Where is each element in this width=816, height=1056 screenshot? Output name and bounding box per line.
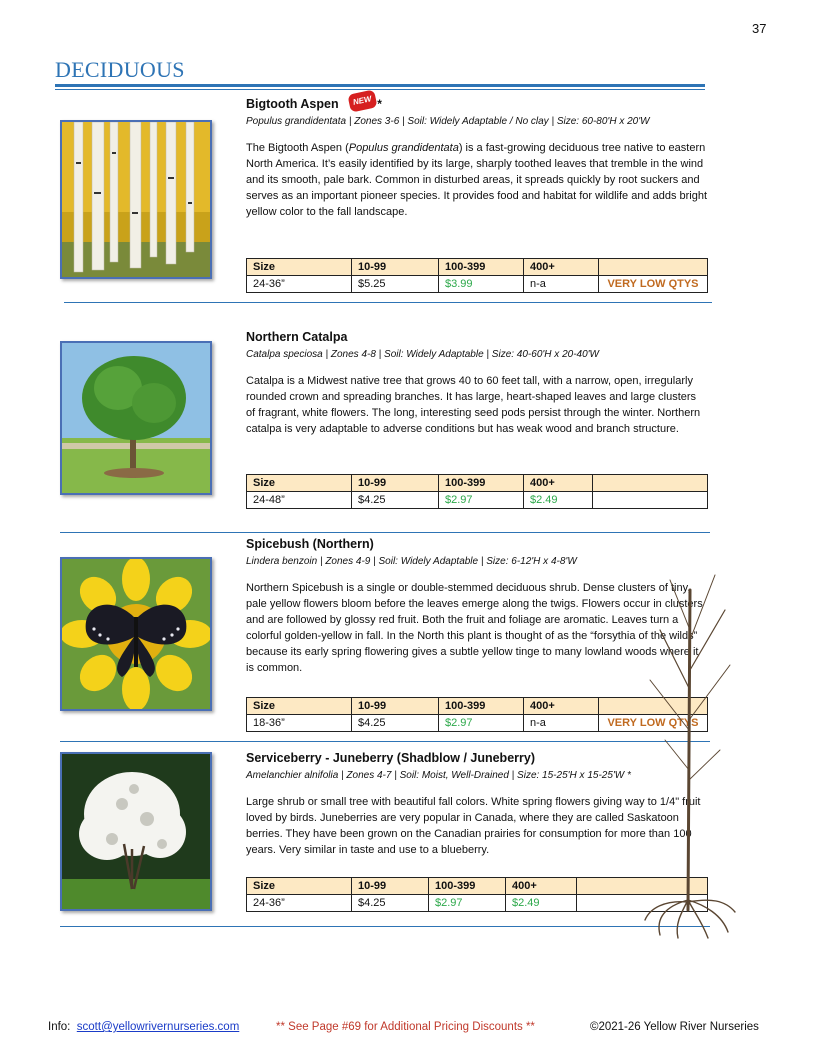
plant-description: Catalpa is a Midwest native tree that grows 40 to 60 feet tall, with a narrow, open, irregularly rounded crown and spreading branches. It has large, heart-shaped leaves and large clusters of fragrant, white flowers. The long, interesting seed pods persist through the winter. Northern catalpa is very adaptable to adverse conditions but has weak wood and branch structure. — [246, 375, 701, 435]
plant-name-text: Bigtooth Aspen — [246, 97, 339, 111]
header-400: 400+ — [524, 259, 599, 276]
price-table — [246, 258, 708, 293]
cell-price-400: n-a — [524, 715, 599, 732]
cell-size: 24-36” — [247, 895, 352, 912]
footer-email-link[interactable]: scott@yellowrivernurseries.com — [76, 1021, 240, 1033]
cell-price-400: $2.49 — [524, 492, 593, 509]
cell-price-100-399: $2.97 — [429, 895, 506, 912]
cell-price-100-399: $2.97 — [439, 715, 524, 732]
plant-description: Large shrub or small tree with beautiful fall colors. White spring flowers giving way to 1/4" fruit loved by birds. Juneberries are very popular in Canada, where they are called Saskatoon berries. They have been grown on the Canadian prairies for consumption for more than 100 years. Very similar in taste and use to a blueberry. — [246, 796, 701, 856]
desc-text: ) is a fast-growing deciduous tree native to eastern North America. It’s easily identified by its large, sharply toothed leaves that tremble in the wind and its smooth, pale bark. Common in disturbed areas, it spreads quickly by root suckers and serves as an important pioneer species. It provides food and habitat for wildlife and adds bright yellow color to the fall landscape. — [246, 142, 708, 218]
header-100-399: 100-399 — [439, 475, 524, 492]
header-10-99: 10-99 — [352, 259, 439, 276]
header-400: 400+ — [506, 878, 577, 895]
page-number: 37 — [752, 21, 767, 36]
footer-copyright: ©2021-26 Yellow River Nurseries — [590, 1021, 759, 1033]
header-size: Size — [247, 878, 352, 895]
cell-price-10-99: $4.25 — [352, 895, 429, 912]
header-size: Size — [247, 259, 352, 276]
desc-text: The Bigtooth Aspen ( — [246, 142, 349, 154]
plant-name: Serviceberry - Juneberry (Shadblow / Juneberry) — [246, 751, 535, 765]
asterisk: * — [377, 97, 382, 111]
cell-price-10-99: $4.25 — [352, 492, 439, 509]
header-100-399: 100-399 — [439, 698, 524, 715]
cell-price-400: $2.49 — [506, 895, 577, 912]
divider — [60, 741, 710, 742]
header-100-399: 100-399 — [429, 878, 506, 895]
plant-entry-bigtooth-aspen — [246, 96, 708, 220]
table-row — [247, 492, 708, 509]
plant-name — [246, 96, 708, 112]
plant-meta: Populus grandidentata | Zones 3-6 | Soil: Widely Adaptable / No clay | Size: 60-80'H x 20'W — [246, 116, 650, 127]
cell-note: VERY LOW QTYS — [599, 276, 708, 293]
footer-info — [48, 1021, 239, 1033]
plant-entry-northern-catalpa — [246, 329, 708, 437]
plant-description: Northern Spicebush is a single or double-stemmed deciduous shrub. Dense clusters of tiny, pale yellow flowers bloom before the leaves emerge along the twigs. Flowers occur in clusters and are followed by glossy red fruit. Both the fruit and foliage are aromatic. Leaves turn a colorful golden-yellow in fall. In the North this plant is thought of as the “forsythia of the wilds” because its early spring flowering gives a subtle yellow tinge to many lowland woods where it is common. — [246, 582, 703, 674]
price-table-header — [247, 475, 708, 492]
header-400: 400+ — [524, 698, 599, 715]
aspen-photo — [60, 120, 212, 279]
title-rule-thin — [55, 89, 705, 90]
cell-note: VERY LOW QTYS — [599, 715, 708, 732]
title-rule — [55, 84, 705, 87]
catalpa-photo — [60, 341, 212, 495]
price-table-header — [247, 259, 708, 276]
section-title: DECIDUOUS — [55, 57, 185, 82]
cell-price-100-399: $2.97 — [439, 492, 524, 509]
cell-size: 24-48” — [247, 492, 352, 509]
divider — [64, 302, 712, 303]
header-10-99: 10-99 — [352, 475, 439, 492]
plant-name: Northern Catalpa — [246, 330, 348, 344]
header-note — [593, 475, 708, 492]
desc-italic: Populus grandidentata — [348, 142, 459, 154]
plant-meta: Amelanchier alnifolia | Zones 4-7 | Soil: Moist, Well-Drained | Size: 15-25'H x 15-25'W * — [246, 770, 631, 781]
footer-pricing-note: ** See Page #69 for Additional Pricing Discounts ** — [276, 1021, 535, 1033]
bare-root-sapling-icon — [630, 570, 740, 940]
header-10-99: 10-99 — [352, 878, 429, 895]
header-size: Size — [247, 698, 352, 715]
header-size: Size — [247, 475, 352, 492]
new-badge-icon: NEW — [347, 89, 377, 112]
cell-price-100-399: $3.99 — [439, 276, 524, 293]
price-table — [246, 474, 708, 509]
footer-info-label: Info: — [48, 1021, 71, 1033]
cell-size: 24-36” — [247, 276, 352, 293]
divider — [60, 532, 710, 533]
cell-note — [593, 492, 708, 509]
serviceberry-photo — [60, 752, 212, 911]
cell-size: 18-36” — [247, 715, 352, 732]
divider — [60, 926, 710, 927]
plant-name: Spicebush (Northern) — [246, 537, 374, 551]
cell-price-10-99: $5.25 — [352, 276, 439, 293]
cell-price-400: n-a — [524, 276, 599, 293]
plant-description — [246, 140, 708, 220]
spicebush-photo — [60, 557, 212, 711]
header-400: 400+ — [524, 475, 593, 492]
plant-meta: Catalpa speciosa | Zones 4-8 | Soil: Widely Adaptable | Size: 40-60'H x 20-40'W — [246, 349, 599, 360]
header-100-399: 100-399 — [439, 259, 524, 276]
header-10-99: 10-99 — [352, 698, 439, 715]
table-row — [247, 276, 708, 293]
cell-price-10-99: $4.25 — [352, 715, 439, 732]
plant-meta: Lindera benzoin | Zones 4-9 | Soil: Widely Adaptable | Size: 6-12'H x 4-8'W — [246, 556, 577, 567]
header-note — [599, 259, 708, 276]
